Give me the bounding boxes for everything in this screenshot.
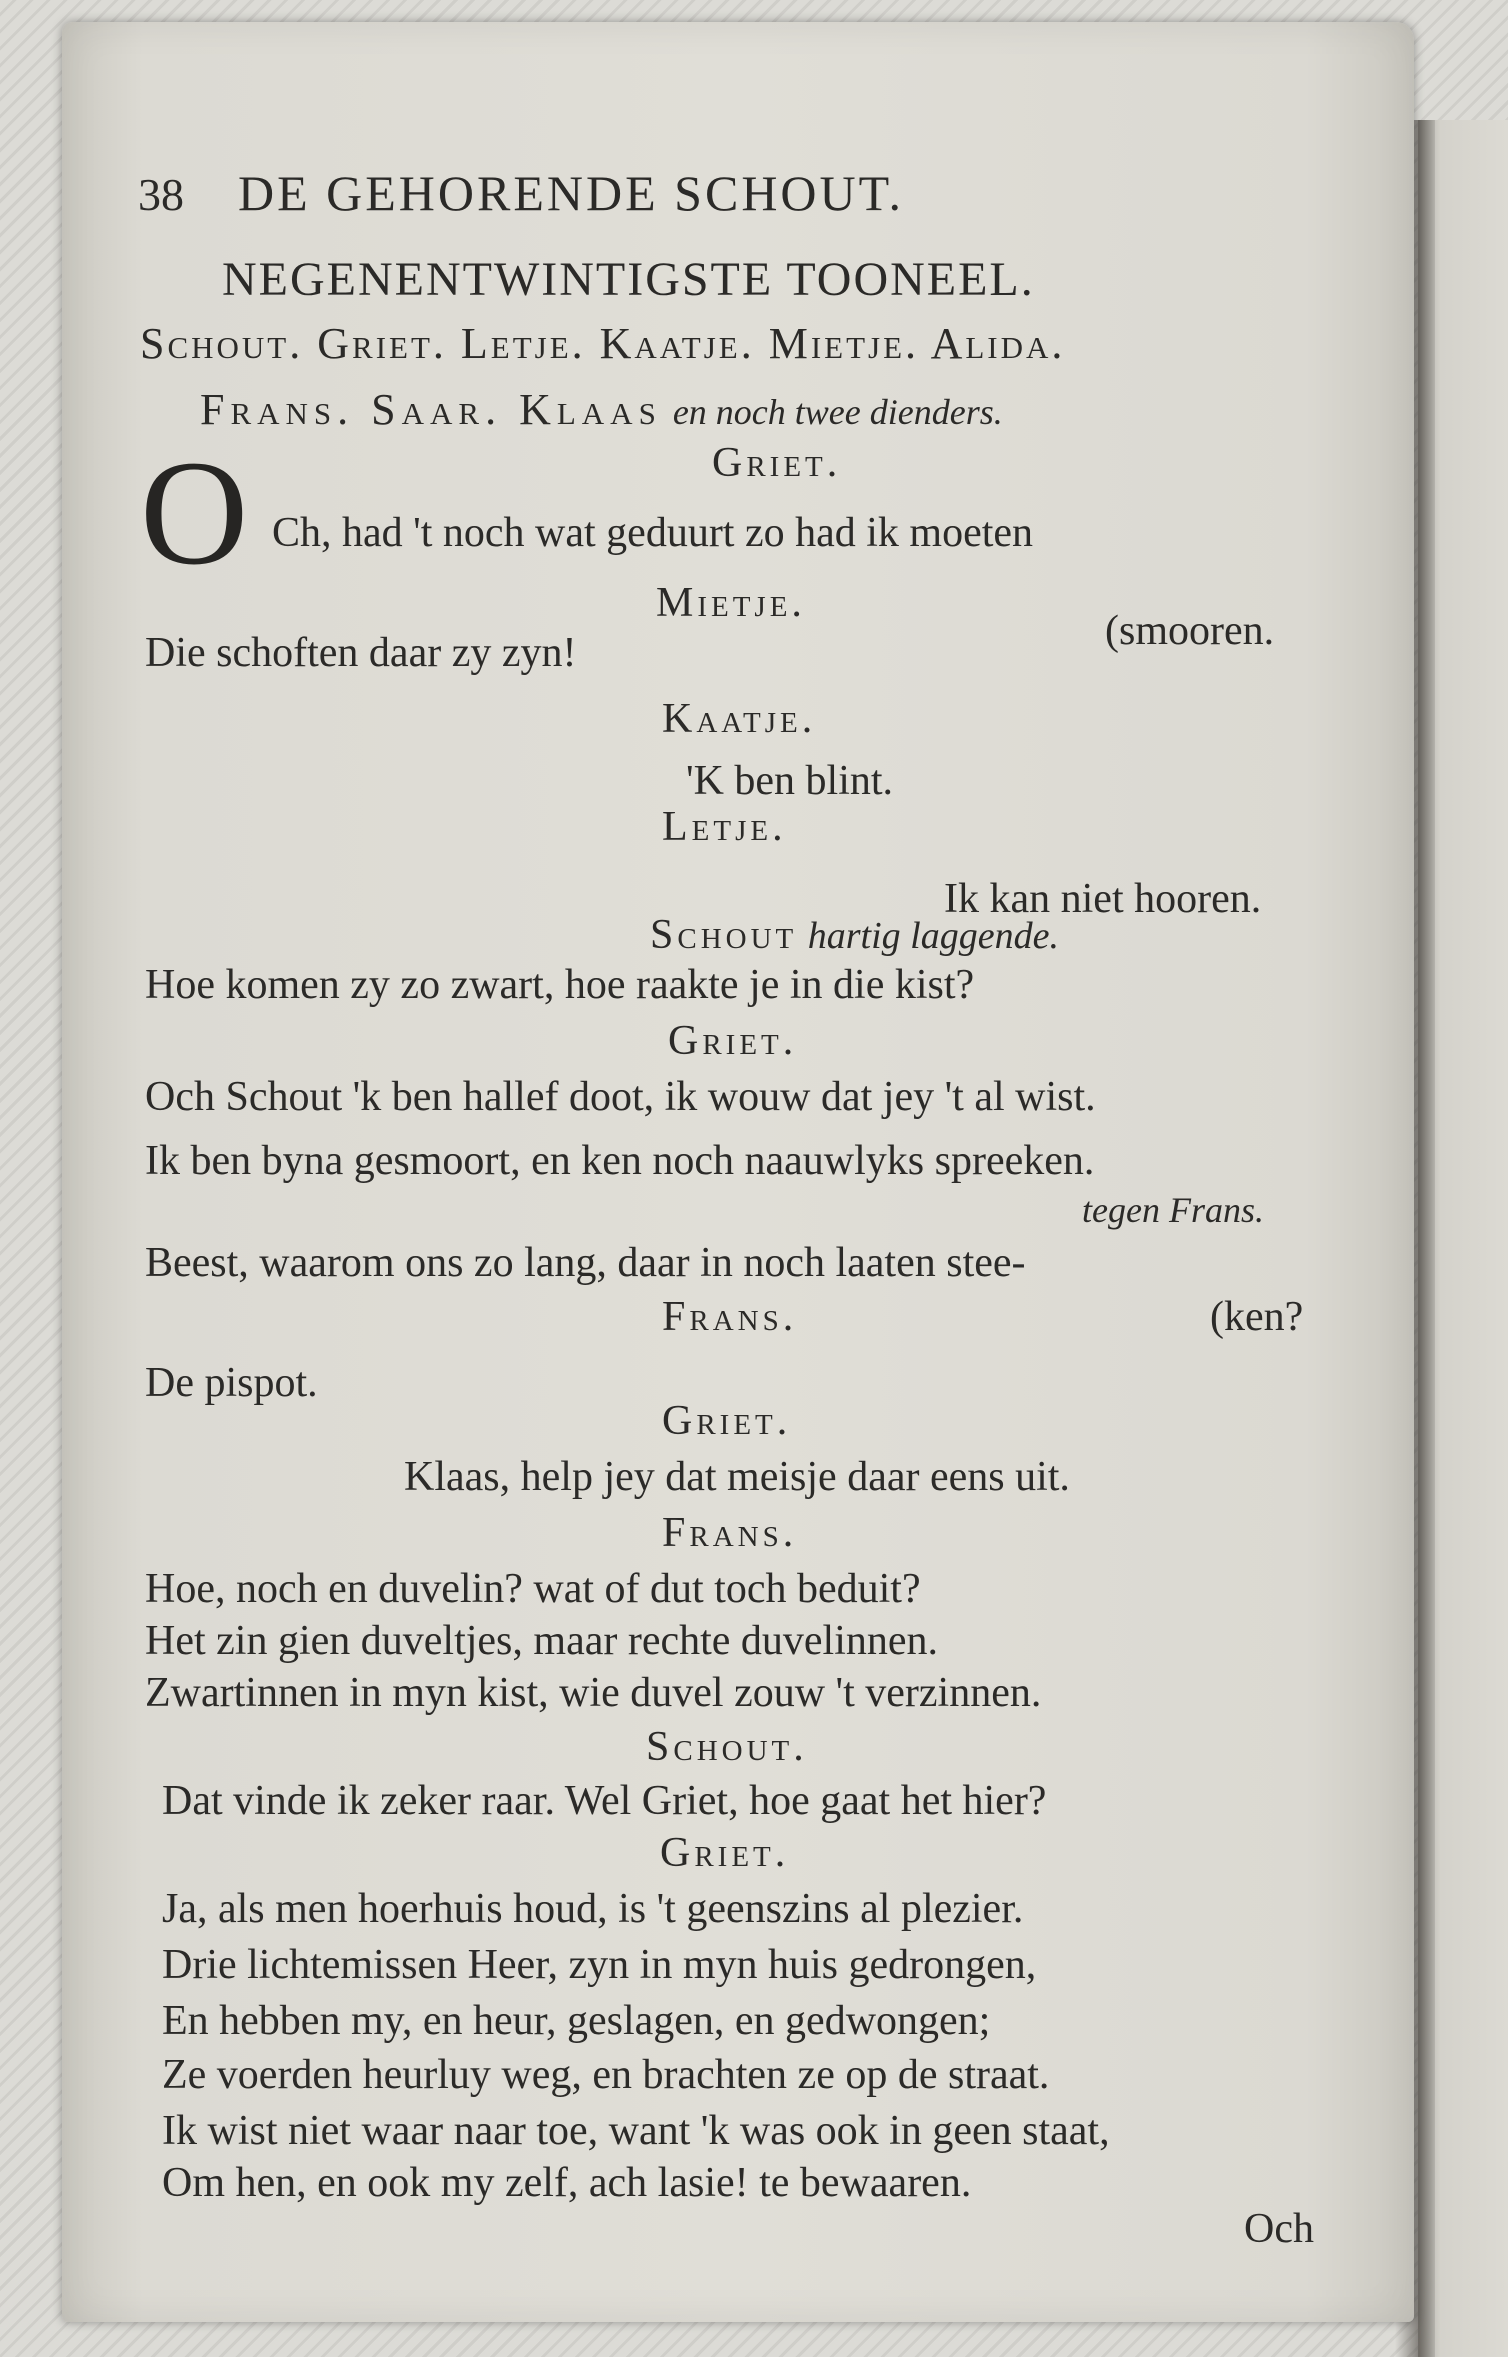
dialogue-line: Ch, had 't noch wat geduurt zo had ik moeten	[272, 510, 1034, 556]
dialogue-line: Dat vinde ik zeker raar. Wel Griet, hoe gaat het hier?	[162, 1778, 1047, 1824]
speaker-schout: Schout.	[646, 1724, 808, 1770]
drop-cap: O	[140, 430, 249, 596]
dialogue-line: Hoe, noch en duvelin? wat of dut toch beduit?	[145, 1566, 921, 1612]
speaker-griet: Griet.	[660, 1830, 790, 1876]
cast-list-line-2	[200, 385, 1003, 434]
dialogue-line: Hoe komen zy zo zwart, hoe raakte je in die kist?	[145, 962, 975, 1008]
dialogue-line: Ze voerden heurluy weg, en brachten ze op de straat.	[162, 2052, 1050, 2098]
dialogue-line: Ik kan niet hooren.	[944, 876, 1262, 922]
dialogue-line-turnover: (smooren.	[1105, 608, 1275, 654]
speaker-frans: Frans.	[662, 1294, 798, 1340]
speaker-griet: Griet.	[712, 440, 842, 486]
speaker-frans: Frans.	[662, 1510, 798, 1556]
cast-list-note: en noch twee dienders.	[672, 392, 1003, 432]
dialogue-line: Och Schout 'k ben hallef doot, ik wouw dat jey 't al wist.	[145, 1074, 1096, 1120]
dialogue-line: Drie lichtemissen Heer, zyn in myn huis gedrongen,	[162, 1942, 1037, 1988]
dialogue-line: Klaas, help jey dat meisje daar eens uit.	[404, 1454, 1070, 1500]
dialogue-line: De pispot.	[145, 1360, 318, 1406]
speaker-schout: Schout	[650, 912, 798, 958]
speaker-griet: Griet.	[668, 1018, 798, 1064]
speaker-mietje: Mietje.	[656, 580, 806, 626]
page-number: 38	[138, 169, 184, 220]
dialogue-line: Ik ben byna gesmoort, en ken noch naauwlyks spreeken.	[145, 1138, 1095, 1184]
dialogue-line: Het zin gien duveltjes, maar rechte duvelinnen.	[145, 1618, 939, 1664]
cast-list-line-1: Schout. Griet. Letje. Kaatje. Mietje. Alida.	[140, 319, 1066, 368]
speaker-kaatje: Kaatje.	[662, 696, 817, 742]
direction-text: hartig laggende.	[807, 915, 1059, 957]
cast-list-names: Frans. Saar. Klaas	[200, 385, 662, 434]
dialogue-line: Beest, waarom ons zo lang, daar in noch laaten stee-	[145, 1240, 1026, 1286]
running-title: DE GEHORENDE SCHOUT.	[238, 165, 904, 221]
stage-direction: tegen Frans.	[1082, 1190, 1264, 1230]
dialogue-line: Ik wist niet waar naar toe, want 'k was ook in geen staat,	[162, 2108, 1110, 2154]
dialogue-line: Om hen, en ook my zelf, ach lasie! te bewaaren.	[162, 2160, 972, 2206]
dialogue-line: Ja, als men hoerhuis houd, is 't geenszins al plezier.	[162, 1886, 1024, 1932]
dialogue-line: Zwartinnen in myn kist, wie duvel zouw 't verzinnen.	[145, 1670, 1042, 1716]
speaker-griet: Griet.	[662, 1398, 792, 1444]
scene-title: NEGENENTWINTIGSTE TOONEEL.	[222, 253, 1035, 306]
dialogue-line-turnover: (ken?	[1210, 1294, 1304, 1340]
stage-direction	[650, 914, 1059, 956]
dialogue-line: Die schoften daar zy zyn!	[145, 630, 577, 676]
speaker-letje: Letje.	[662, 804, 787, 850]
catchword: Och	[1244, 2206, 1314, 2252]
dialogue-line: 'K ben blint.	[686, 758, 894, 804]
dialogue-line: En hebben my, en heur, geslagen, en gedwongen;	[162, 1998, 991, 2044]
